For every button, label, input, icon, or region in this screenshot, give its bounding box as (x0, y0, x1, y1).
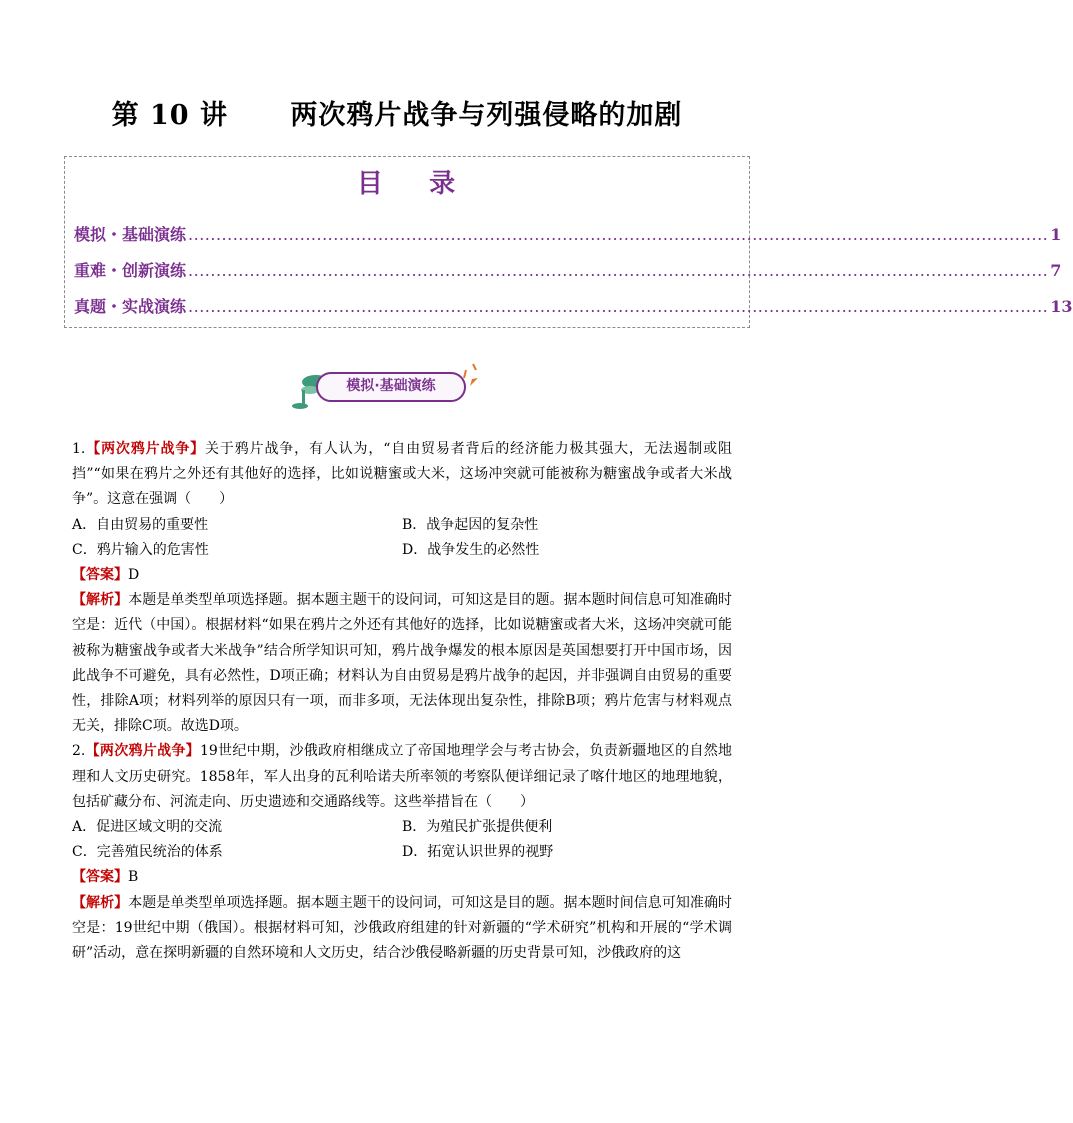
option-d[interactable]: D．战争发生的必然性 (402, 541, 540, 558)
toc-item-label: 模拟・基础演练 (74, 225, 187, 244)
option-c[interactable]: C．鸦片输入的危害性 (72, 541, 209, 558)
answer (72, 563, 732, 588)
question-1 (72, 437, 732, 739)
option-d[interactable]: D．拓宽认识世界的视野 (402, 844, 554, 861)
toc-leader-dots: .......................................................................................................................................................... (188, 261, 1049, 280)
toc-page-number: 13 (1050, 297, 1073, 316)
question-stem (72, 437, 732, 513)
question-tag: 【两次鸦片战争】 (85, 441, 206, 457)
toc-item-1[interactable] (74, 222, 1062, 246)
question-text: 19世纪中期，沙俄政府相继成立了帝国地理学会与考古协会，负责新疆地区的自然地理和人文历史研究。1858年，军人出身的瓦利哈诺夫所率领的考察队便详细记录了喀什地区的地理地貌，包括矿藏分布、河流走向、历史遗迹和交通路线等。这些举措旨在（ ） (72, 743, 733, 810)
toc-page-number: 1 (1050, 225, 1062, 244)
toc-leader-dots: .......................................................................................................................................................... (188, 297, 1049, 316)
analysis-tag: 【解析】 (72, 894, 129, 911)
analysis (72, 891, 732, 967)
option-b[interactable]: B．战争起因的复杂性 (402, 516, 539, 533)
page-title: 第 10 讲 两次鸦片战争与列强侵略的加剧 (111, 100, 683, 131)
answer-tag: 【答案】 (72, 869, 128, 886)
question-text: 关于鸦片战争，有人认为，“自由贸易者背后的经济能力极其强大，无法遏制或阻挡”“如果在鸦片之外还有其他好的选择，比如说糖蜜或大米，这场冲突就可能被称为糖蜜战争或者大米战争”。这意在强调（ ） (72, 441, 733, 508)
section-banner (290, 360, 480, 412)
options (72, 815, 732, 865)
answer-tag: 【答案】 (72, 567, 128, 584)
toc-item-label: 真题・实战演练 (74, 297, 187, 316)
option-a[interactable]: A．自由贸易的重要性 (72, 516, 209, 533)
questions (72, 437, 732, 966)
question-2 (72, 739, 732, 966)
analysis (72, 588, 732, 739)
toc-item-label: 重难・创新演练 (74, 261, 187, 280)
question-tag: 【两次鸦片战争】 (85, 743, 200, 760)
question-number: 1. (72, 441, 86, 457)
table-of-contents (64, 156, 1073, 328)
question-stem (72, 739, 732, 815)
option-a[interactable]: A．促进区域文明的交流 (72, 819, 223, 836)
option-b[interactable]: B．为殖民扩张提供便利 (402, 819, 553, 836)
toc-heading: 目 录 (356, 169, 458, 199)
answer-value: B (128, 869, 139, 886)
options (72, 513, 732, 563)
analysis-tag: 【解析】 (72, 592, 129, 609)
toc-page-number: 7 (1050, 261, 1062, 280)
banner-label: 模拟·基础演练 (346, 378, 436, 394)
answer (72, 865, 732, 890)
answer-value: D (128, 567, 140, 584)
question-number: 2. (72, 743, 86, 760)
analysis-text: 本题是单类型单项选择题。据本题主题干的设问词，可知这是目的题。据本题时间信息可知准确时空是：近代（中国）。根据材料“如果在鸦片之外还有其他好的选择，比如说糖蜜或者大米，这场冲突就可能被称为糖蜜战争或者大米战争”结合所学知识可知，鸦片战争爆发的根本原因是英国想要打开中国市场，因此战争不可避免，具有必然性，D项正确；材料认为自由贸易是鸦片战争的起因，并非强调自由贸易的重要性，排除A项；材料列举的原因只有一项，而非多项，无法体现出复杂性，排除B项；鸦片危害与材料观点无关，排除C项。故选D项。 (72, 592, 733, 735)
analysis-text: 本题是单类型单项选择题。据本题主题干的设问词，可知这是目的题。据本题时间信息可知准确时空是：19世纪中期（俄国）。根据材料可知，沙俄政府组建的针对新疆的“学术研究”机构和开展的“学术调研”活动，意在探明新疆的自然环境和人文历史，结合沙俄侵略新疆的历史背景可知，沙俄政府的这 (72, 894, 733, 962)
option-c[interactable]: C．完善殖民统治的体系 (72, 844, 223, 861)
toc-leader-dots: .......................................................................................................................................................... (188, 225, 1049, 244)
toc-item-3[interactable] (74, 294, 1073, 318)
toc-item-2[interactable] (74, 258, 1062, 282)
